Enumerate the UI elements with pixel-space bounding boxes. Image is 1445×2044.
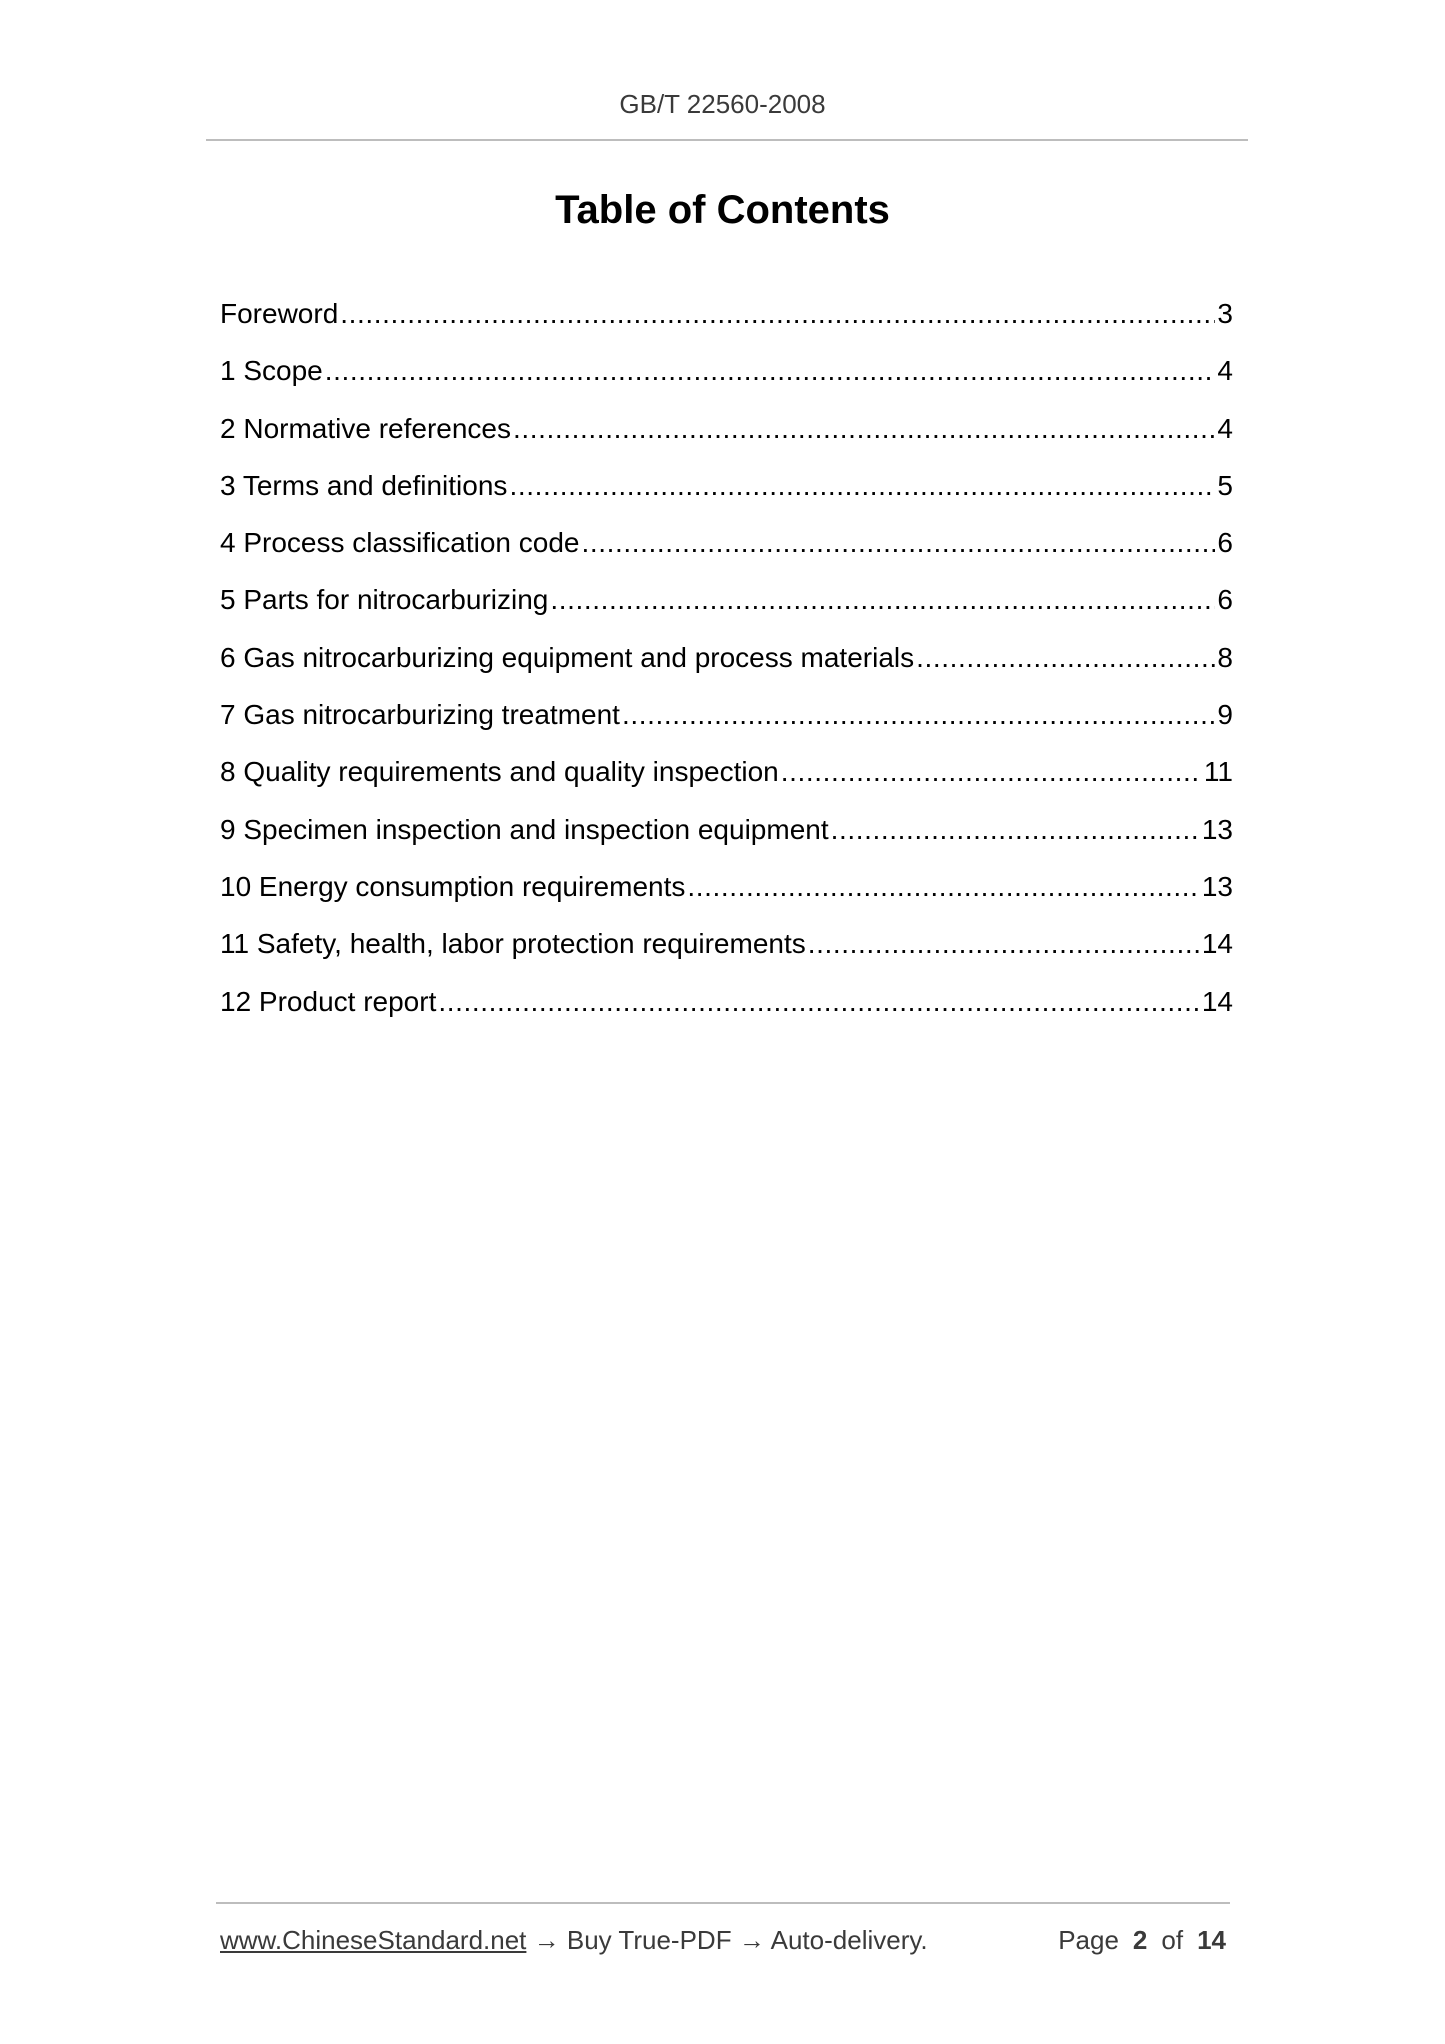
toc-entry-page: 8 [1217,641,1233,673]
toc-entry[interactable] [220,523,1233,580]
toc-entry-label: 12 Product report [220,985,437,1017]
toc-entry-page: 4 [1217,355,1233,387]
toc-dot-leader [622,695,1215,735]
toc-dot-leader [509,466,1215,506]
toc-entry-page: 13 [1201,870,1233,902]
toc-entry[interactable] [220,294,1233,351]
arrow-right-icon: → [738,1925,765,1955]
toc-list [220,294,1233,1039]
document-header: GB/T 22560-2008 [619,89,826,119]
toc-entry[interactable] [220,867,1233,924]
toc-entry-page: 6 [1217,584,1233,616]
toc-dot-leader [582,523,1216,563]
auto-delivery-text: Auto-delivery. [770,1925,928,1955]
toc-entry[interactable] [220,409,1233,466]
toc-entry[interactable] [220,466,1233,523]
toc-entry-label: 7 Gas nitrocarburizing treatment [220,699,620,731]
current-page-number: 2 [1132,1925,1148,1955]
toc-entry-page: 4 [1217,412,1233,444]
buy-true-pdf-text: Buy True-PDF [566,1925,732,1955]
toc-entry[interactable] [220,924,1233,981]
toc-entry[interactable] [220,752,1233,809]
footer-divider [216,1902,1230,1904]
toc-dot-leader [550,580,1215,620]
toc-entry[interactable] [220,638,1233,695]
toc-dot-leader [438,982,1200,1022]
website-link[interactable]: www.ChineseStandard.net [220,1925,527,1955]
toc-entry-page: 9 [1217,699,1233,731]
toc-entry-page: 3 [1217,298,1233,329]
toc-entry[interactable] [220,982,1233,1039]
toc-dot-leader [781,752,1202,792]
toc-entry-page: 13 [1201,813,1233,845]
toc-entry-page: 6 [1217,527,1233,559]
page-word: Page [1058,1925,1119,1955]
toc-entry[interactable] [220,695,1233,752]
page-number [1058,1922,1226,1958]
toc-title: Table of Contents [555,188,890,232]
footer-promo [220,1922,928,1958]
toc-entry-label: 8 Quality requirements and quality inspection [220,756,779,788]
toc-entry-label: 2 Normative references [220,412,512,444]
toc-entry-label: Foreword [220,298,339,329]
total-pages-number: 14 [1197,1925,1226,1955]
toc-entry-page: 14 [1201,985,1233,1017]
toc-dot-leader [513,409,1215,449]
toc-entry-label: 1 Scope [220,355,323,387]
arrow-right-icon: → [533,1925,560,1955]
toc-entry[interactable] [220,580,1233,637]
toc-dot-leader [916,638,1215,678]
header-divider [206,139,1248,141]
toc-dot-leader [687,867,1199,907]
toc-entry[interactable] [220,810,1233,867]
toc-entry-label: 10 Energy consumption requirements [220,870,686,902]
toc-entry-page: 5 [1217,469,1233,501]
toc-entry-page: 14 [1201,928,1233,960]
toc-dot-leader [325,351,1216,391]
toc-entry-label: 4 Process classification code [220,527,580,559]
page-footer [220,1922,1232,1958]
toc-dot-leader [340,294,1215,334]
toc-entry-page: 11 [1203,756,1233,788]
toc-entry-label: 5 Parts for nitrocarburizing [220,584,549,616]
toc-entry-label: 3 Terms and definitions [220,469,508,501]
of-word: of [1161,1925,1184,1955]
toc-entry-label: 11 Safety, health, labor protection requirements [220,928,806,960]
toc-entry-label: 6 Gas nitrocarburizing equipment and process materials [220,641,915,673]
toc-entry[interactable] [220,351,1233,408]
toc-entry-label: 9 Specimen inspection and inspection equipment [220,813,829,845]
toc-dot-leader [808,924,1200,964]
toc-dot-leader [831,810,1200,850]
